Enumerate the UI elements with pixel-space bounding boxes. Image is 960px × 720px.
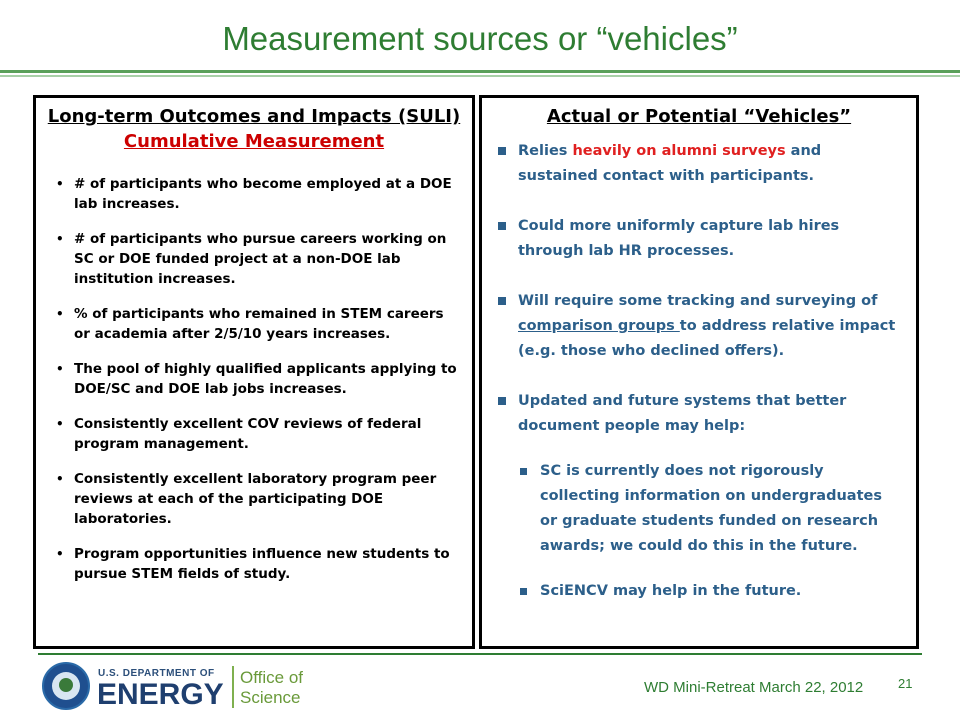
square-bullet-icon: [520, 588, 527, 595]
list-item: • # of participants who pursue careers working on SC or DOE funded project at a non-DOE lab institution increases.: [56, 231, 447, 287]
bullet-icon: •: [56, 307, 64, 321]
underlined-text: comparison groups: [518, 318, 680, 334]
doe-logo: [42, 662, 322, 714]
bullet-icon: •: [56, 362, 64, 376]
page-number: 21: [898, 676, 913, 691]
list-item: • Program opportunities influence new students to pursue STEM fields of study.: [56, 546, 450, 582]
square-bullet-icon: [498, 147, 506, 155]
outcomes-list: [56, 174, 458, 584]
list-item: • The pool of highly qualified applicants applying to DOE/SC and DOE lab jobs increases.: [56, 361, 457, 397]
square-bullet-icon: [498, 222, 506, 230]
logo-department-text: U.S. DEPARTMENT OF: [98, 668, 215, 679]
highlight-text: heavily on alumni surveys: [572, 143, 786, 159]
right-panel-heading: Actual or Potential “Vehicles”: [546, 106, 852, 127]
footer-divider: [38, 653, 922, 655]
square-bullet-icon: [498, 297, 506, 305]
list-item: Relies heavily on alumni surveys and sustained contact with participants.: [496, 139, 898, 189]
title-divider: [0, 70, 960, 80]
logo-energy-text: ENERGY: [97, 678, 224, 711]
bullet-icon: •: [56, 547, 64, 561]
list-item: • # of participants who become employed at a DOE lab increases.: [56, 176, 452, 212]
logo-divider: [232, 666, 234, 708]
list-item: Updated and future systems that better document people may help: SC is currently does not rigorously collecting information on undergraduates or graduate students funded on research awards; we could do this in the future. SciENCV may help in the future.: [496, 389, 898, 604]
list-item: • % of participants who remained in STEM careers or academia after 2/5/10 years increases.: [56, 306, 444, 342]
sub-list-item: SciENCV may help in the future.: [518, 579, 898, 604]
right-panel: [479, 95, 919, 649]
list-item: Will require some tracking and surveying of comparison groups to address relative impact (e.g. those who declined offers).: [496, 289, 898, 364]
list-item: Could more uniformly capture lab hires through lab HR processes.: [496, 214, 898, 264]
bullet-icon: •: [56, 232, 64, 246]
square-bullet-icon: [498, 397, 506, 405]
logo-office-text: Office of Science: [240, 668, 303, 707]
left-panel-subheading: Cumulative Measurement: [123, 131, 385, 152]
bullet-icon: •: [56, 417, 64, 431]
sub-list: [518, 459, 898, 604]
list-item: • Consistently excellent laboratory program peer reviews at each of the participating DOE laboratories.: [56, 471, 437, 527]
left-panel-heading: Long-term Outcomes and Impacts (SULI): [47, 106, 461, 127]
sub-list-item: SC is currently does not rigorously collecting information on undergraduates or graduate students funded on research awards; we could do this in the future.: [518, 459, 898, 559]
bullet-icon: •: [56, 177, 64, 191]
bullet-icon: •: [56, 472, 64, 486]
square-bullet-icon: [520, 468, 527, 475]
vehicles-list: [496, 139, 898, 604]
list-item: • Consistently excellent COV reviews of federal program management.: [56, 416, 422, 452]
footer-event-text: WD Mini-Retreat March 22, 2012: [644, 679, 864, 696]
slide-title: Measurement sources or “vehicles”: [222, 20, 738, 57]
left-panel: [33, 95, 475, 649]
doe-seal-icon: [42, 662, 90, 710]
